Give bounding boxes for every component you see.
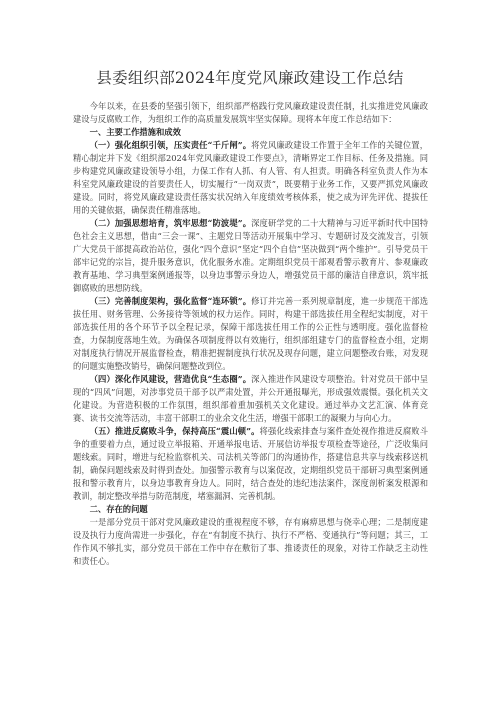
paragraph-3-title: （三）完善制度架构，强化监督“连环锁”。 [89,296,252,306]
paragraph-4-body: 深入推进作风建设专项整治。针对党员干部中呈现的“四风”问题，对涉事党员干部予以严肃处置，并公开通报曝光，形成强效震慑。强化机关文化建设。为营造积极的工作氛围，组织部着重加强机关文化建设。通过举办文艺汇演、体育竞赛、读书交流等活动，丰富干部职工的业余文化生活，增强干部职工的凝聚力与向心力。 [73,374,428,423]
paragraph-5-body: 将强化线索排查与案件查处视作推进反腐败斗争的重要着力点，通过设立举报箱、开通举报电话、开展信访举报专项检查等途径，广泛收集问题线索。同时，增进与纪检监察机关、司法机关等部门的沟通协作，搭建信息共享与线索移送机制，确保问题线索及时得到查处。加强警示教育与以案促改，定期组织党员干部研习典型案例通报和警示教育片，以身边事教育身边人。同时，结合查处的违纪违法案件，深度剖析案发根源和教训，制定整改举措与防范制度，堵塞漏洞、完善机制。 [73,426,428,501]
section-heading-1: 一、主要工作措施和成效 [89,127,181,137]
paragraph-2-body: 深度研学党的二十大精神与习近平新时代中国特色社会主义思想，借由“三会一课”、主题党日等活动开展集中学习、专题研讨及交流发言，引领广大党员干部提高政治站位，强化“四个意识”坚定“四个自信”坚决做到“两个维护”。引导党员干部牢记党的宗旨，提升服务意识，优化服务水准。定期组织党员干部观看警示教育片、参观廉政教育基地、学习典型案例通报等，以身边事警示身边人，增强党员干部的廉洁自律意识，筑牢抵御腐败的思想防线。 [73,218,428,293]
paragraph-2-title: （二）加强思想培育，筑牢思想“防波堤”。 [89,218,252,228]
section-heading-2: 二、存在的问题 [89,504,148,514]
paragraph-3 [73,295,428,373]
paragraph-5 [73,425,428,503]
document-title: 县委组织部2024年度党风廉政建设工作总结 [96,69,404,87]
paragraph-4-title: （四）深化作风建设，营造优良“生态圈”。 [89,374,252,384]
paragraph-2 [73,217,428,295]
paragraph-4 [73,373,428,425]
paragraph-1-body: 将党风廉政建设工作置于全年工作的关键位置，精心制定并下发《组织部2024年党风廉政建设工作要点》，清晰界定工作目标、任务及措施。同步构建党风廉政建设领导小组，力保工作有人抓、有人管、有人担责。明确各科室负责人作为本科室党风廉政建设的首要责任人，切实履行“一岗双责”，既要精于业务工作，又要严抓党风廉政建设。同时，将党风廉政建设责任落实状况纳入年度绩效考核体系，使之成为评先评优、提拔任用的关键依据，确保责任精准落地。 [73,140,428,215]
problems-paragraph: 一是部分党员干部对党风廉政建设的重视程度不够，存有麻痹思想与侥幸心理；二是制度建设及执行力度尚需进一步强化，存在“有制度不执行、执行不严格、变通执行”等问题；其三，工作作风不够扎实，部分党员干部在工作中存在敷衍了事、推诿责任的现象，对待工作缺乏主动性和责任心。 [73,517,428,566]
paragraph-1 [73,139,428,217]
intro-paragraph: 今年以来，在县委的坚强引领下，组织部严格践行党风廉政建设责任制，扎实推进党风廉政建设与反腐败工作，为组织工作的高质量发展筑牢坚实保障。现将本年度工作总结如下： [73,101,428,124]
paragraph-3-body: 修订并完善一系列规章制度，進一步规范干部选拔任用、财务管理、公务接待等领域的权力运作。同时，构建干部选拔任用全程纪实制度，对干部选拔任用的各个环节予以全程记录，保障干部选拔任用工作的公正性与透明度。强化监督检查，力保制度落地生效。为确保各项制度得以有效施行，组织部组建专门的监督检查小组，定期对制度执行情况开展监督检查，精准把握制度执行状况及现存问题，建立问题整改台账，对发现的问题实施整改销号，确保问题整改到位。 [73,296,428,371]
paragraph-1-title: （一）强化组织引领，压实责任“千斤闸”。 [89,140,252,150]
paragraph-5-title: （五）推进反腐败斗争，保持高压“震山顿”。 [89,426,260,436]
document-body [73,100,428,568]
